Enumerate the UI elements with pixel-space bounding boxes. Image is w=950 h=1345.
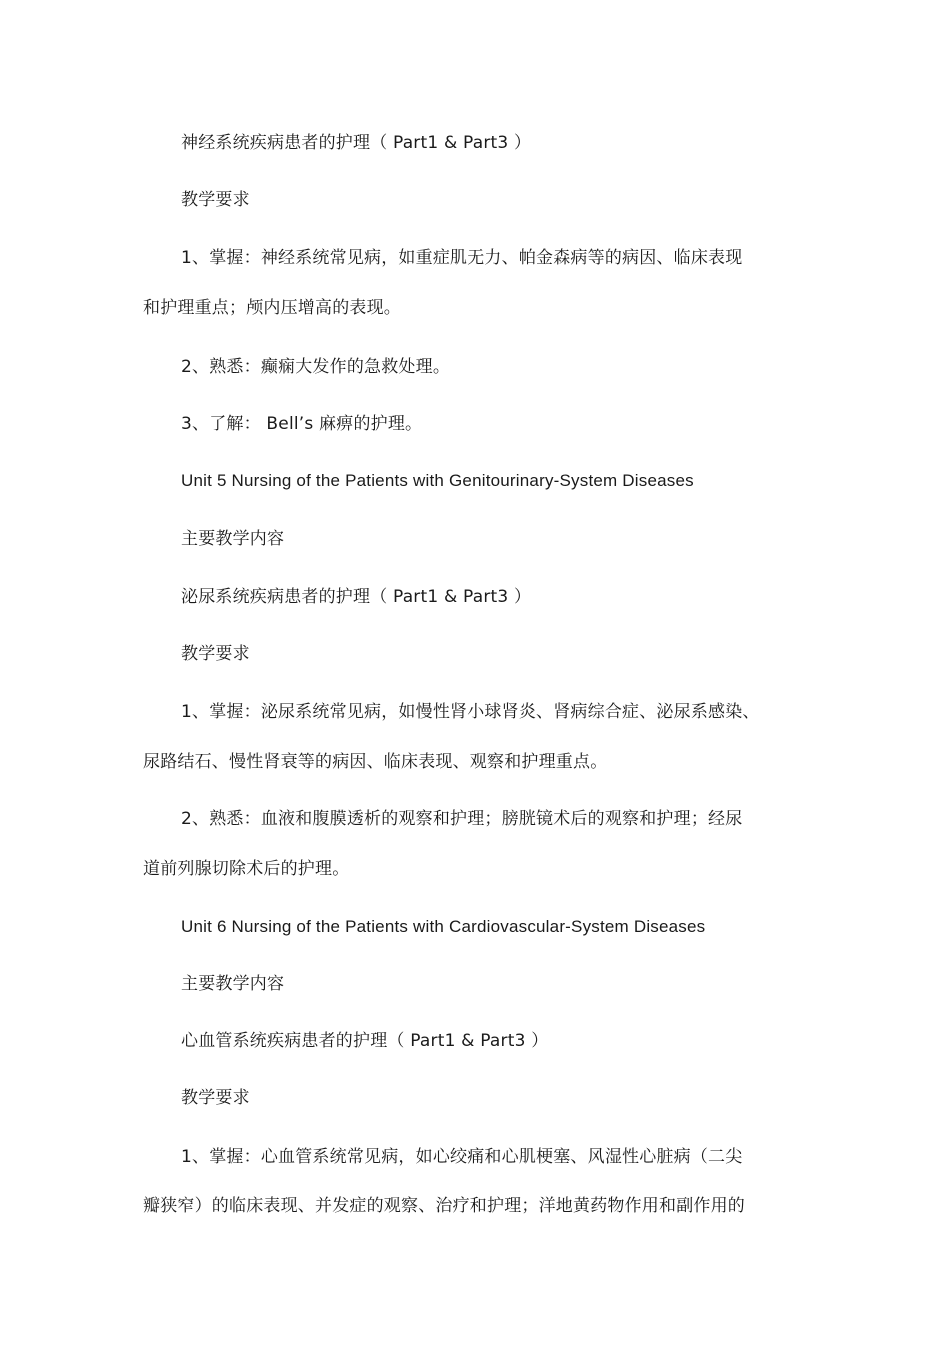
requirement-familiar-urinary: 2、熟悉：血液和腹膜透析的观察和护理；膀胱镜术后的观察和护理；经尿: [181, 809, 743, 829]
section-heading-urinary: 泌尿系统疾病患者的护理（ Part1 & Part3 ）: [181, 587, 532, 607]
unit-5-title: Unit 5 Nursing of the Patients with Genitourinary-System Diseases: [181, 471, 694, 490]
requirement-master-cardio: 1、掌握：心血管系统常见病，如心绞痛和心肌梗塞、风湿性心脏病（二尖: [181, 1147, 743, 1167]
requirement-master-neuro: 1、掌握：神经系统常见病，如重症肌无力、帕金森病等的病因、临床表现: [181, 248, 743, 268]
requirement-understand-neuro: 3、了解： Bell’s 麻痹的护理。: [181, 414, 423, 434]
main-content-label: 主要教学内容: [181, 529, 285, 549]
requirement-master-urinary-cont: 尿路结石、慢性肾衰等的病因、临床表现、观察和护理重点。: [143, 752, 608, 772]
main-content-label: 主要教学内容: [181, 974, 285, 994]
requirement-familiar-urinary-cont: 道前列腺切除术后的护理。: [143, 859, 350, 879]
section-heading-neuro: 神经系统疾病患者的护理（ Part1 & Part3 ）: [181, 133, 532, 153]
unit-6-title: Unit 6 Nursing of the Patients with Cardiovascular-System Diseases: [181, 917, 706, 936]
teaching-requirements-label: 教学要求: [181, 190, 250, 210]
section-heading-cardio: 心血管系统疾病患者的护理（ Part1 & Part3 ）: [181, 1031, 549, 1051]
requirement-master-urinary: 1、掌握：泌尿系统常见病，如慢性肾小球肾炎、肾病综合症、泌尿系感染、: [181, 702, 760, 722]
requirement-master-cardio-cont: 瓣狭窄）的临床表现、并发症的观察、治疗和护理；洋地黄药物作用和副作用的: [143, 1196, 745, 1216]
requirement-master-neuro-cont: 和护理重点；颅内压增高的表现。: [143, 298, 401, 318]
teaching-requirements-label: 教学要求: [181, 1088, 250, 1108]
teaching-requirements-label: 教学要求: [181, 644, 250, 664]
requirement-familiar-neuro: 2、熟悉：癫痫大发作的急救处理。: [181, 357, 451, 377]
